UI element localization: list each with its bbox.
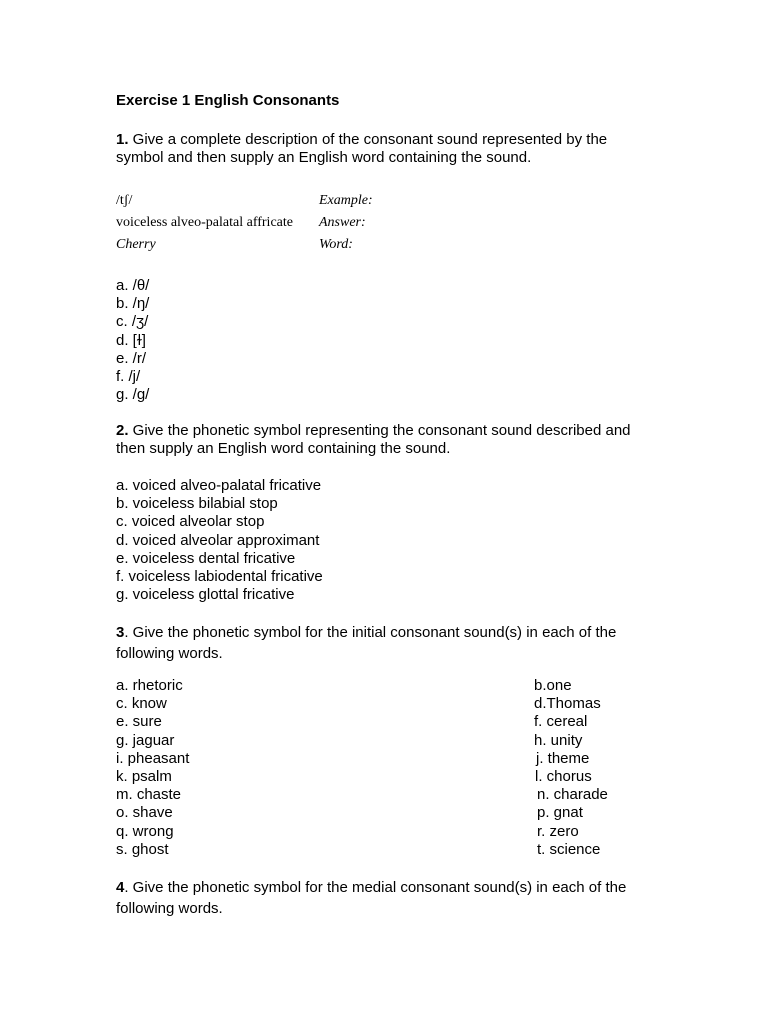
question-4-text: . Give the phonetic symbol for the medial consonant sound(s) in each of the following words. [116, 879, 627, 917]
question-2-items [116, 477, 323, 604]
table-row [116, 841, 656, 859]
question-1-items [116, 277, 149, 404]
word-item: j. theme [536, 749, 590, 767]
table-row [116, 732, 656, 750]
word-item: f. cereal [534, 713, 588, 731]
list-item: f. /j/ [116, 368, 141, 386]
question-4-number: 4 [116, 879, 125, 896]
table-row [116, 786, 656, 804]
list-item: g. voiceless glottal fricative [116, 586, 295, 604]
example-symbol: /tʃ/ [116, 193, 133, 208]
word-item: h. unity [534, 731, 583, 749]
list-item: b. voiceless bilabial stop [116, 495, 278, 513]
question-2-prompt [116, 422, 656, 458]
answer-label: Answer: [319, 215, 366, 230]
word-item: t. science [537, 840, 601, 858]
word-item: q. wrong [116, 822, 174, 840]
question-1-text: Give a complete description of the consonant sound represented by the symbol and then supply an English word containing the sound. [116, 131, 608, 166]
table-row [116, 768, 656, 786]
list-item: d. [ɫ] [116, 331, 146, 349]
example-label: Example: [319, 193, 373, 208]
word-item: a. rhetoric [116, 677, 183, 694]
word-item: d.Thomas [534, 695, 601, 713]
question-2-number: 2. [116, 422, 129, 439]
question-3-items [116, 677, 656, 859]
word-item: n. charade [537, 786, 608, 804]
example-word: Cherry [116, 237, 156, 252]
table-row [116, 804, 656, 822]
question-3-text: . Give the phonetic symbol for the initial consonant sound(s) in each of the following words. [116, 624, 617, 662]
word-item: i. pheasant [116, 749, 190, 767]
word-item: b.one [534, 677, 572, 694]
list-item: f. voiceless labiodental fricative [116, 568, 323, 586]
list-item: g. /g/ [116, 386, 150, 404]
word-item: l. chorus [535, 767, 592, 785]
table-row [116, 677, 656, 695]
question-3-prompt [116, 622, 656, 664]
exercise-title: Exercise 1 English Consonants [116, 92, 340, 109]
word-label: Word: [319, 237, 353, 252]
list-item: a. /θ/ [116, 277, 150, 294]
question-1-prompt [116, 131, 656, 167]
word-item: s. ghost [116, 840, 169, 858]
list-item: c. /ʒ/ [116, 313, 149, 331]
word-item: g. jaguar [116, 731, 175, 749]
question-4-prompt [116, 877, 656, 919]
list-item: a. voiced alveo-palatal fricative [116, 477, 322, 494]
table-row [116, 695, 656, 713]
example-description: voiceless alveo-palatal affricate [116, 215, 293, 230]
word-item: k. psalm [116, 767, 172, 785]
table-row [116, 750, 656, 768]
word-item: m. chaste [116, 786, 182, 804]
word-item: e. sure [116, 713, 162, 731]
list-item: c. voiced alveolar stop [116, 513, 265, 531]
list-item: d. voiced alveolar approximant [116, 531, 320, 549]
word-item: c. know [116, 695, 167, 713]
question-3-number: 3 [116, 624, 125, 641]
question-1-number: 1. [116, 131, 129, 148]
table-row [116, 823, 656, 841]
word-item: p. gnat [537, 804, 583, 822]
question-2-text: Give the phonetic symbol representing the consonant sound described and then supply an English word containing the sound. [116, 422, 631, 457]
list-item: e. voiceless dental fricative [116, 549, 296, 567]
list-item: b. /ŋ/ [116, 295, 150, 313]
table-row [116, 713, 656, 731]
list-item: e. /r/ [116, 349, 147, 367]
word-item: o. shave [116, 804, 173, 822]
word-item: r. zero [537, 822, 579, 840]
